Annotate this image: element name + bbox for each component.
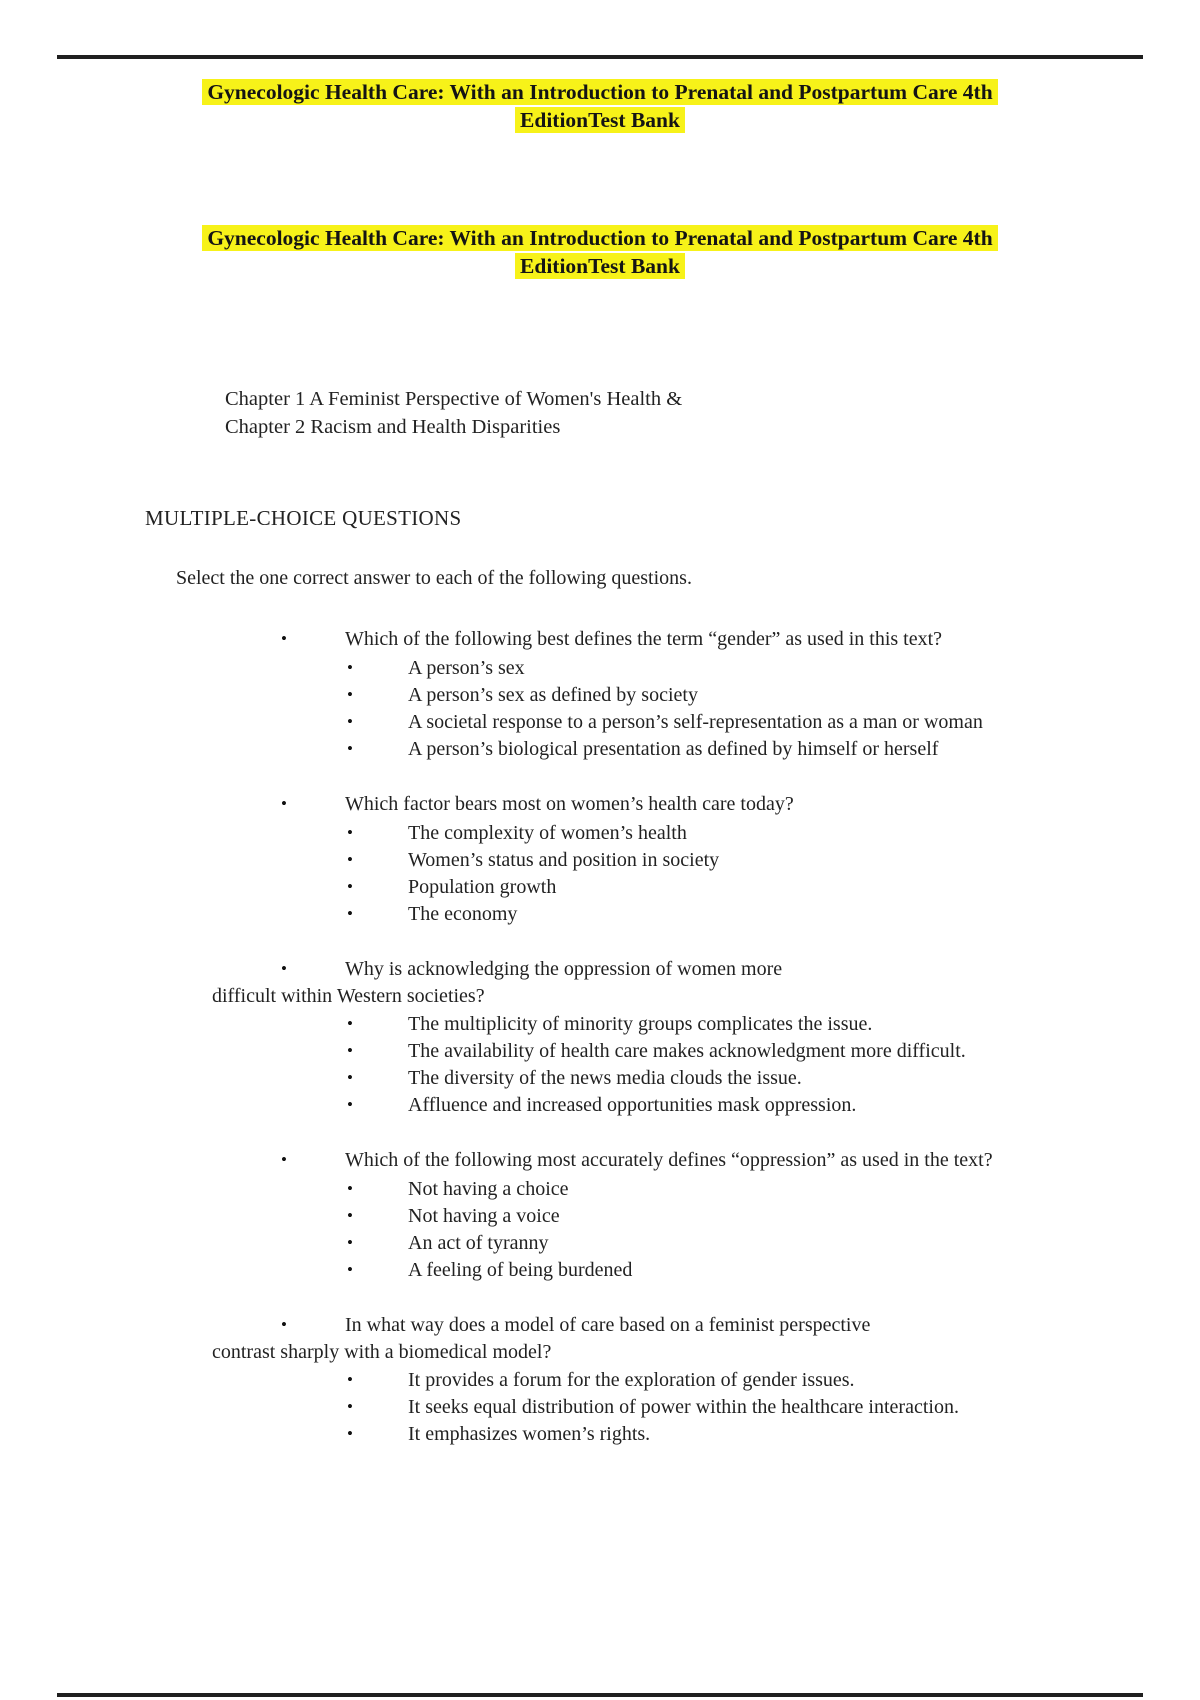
option-text: It emphasizes women’s rights. (408, 1423, 651, 1445)
question-3-text-line-1: Why is acknowledging the oppression of women more (345, 958, 783, 980)
bullet-icon: • (347, 1424, 353, 1443)
bullet-icon: • (347, 850, 353, 869)
option-text: The diversity of the news media clouds the issue. (408, 1067, 802, 1089)
question-4-option-3 (0, 1230, 1200, 1257)
option-text: Population growth (408, 876, 557, 898)
option-text: A societal response to a person’s self-representation as a man or woman (408, 711, 983, 733)
question-1-option-2 (0, 682, 1200, 709)
bottom-rule (57, 1693, 1143, 1697)
document-title-2-line-1 (0, 225, 1200, 251)
option-text: It seeks equal distribution of power within the healthcare interaction. (408, 1396, 959, 1418)
instructions-text: Select the one correct answer to each of the following questions. (176, 567, 692, 589)
bullet-icon: • (347, 1041, 353, 1060)
bullet-icon: • (347, 1260, 353, 1279)
question-4-text: Which of the following most accurately defines “oppression” as used in the text? (345, 1149, 993, 1171)
bullet-icon: • (347, 1397, 353, 1416)
bullet-icon: • (347, 1014, 353, 1033)
bullet-icon: • (281, 629, 287, 648)
question-2-option-4 (0, 901, 1200, 928)
bullet-icon: • (281, 1150, 287, 1169)
question-1-option-3 (0, 709, 1200, 736)
question-3-text-line-2: difficult within Western societies? (212, 985, 485, 1007)
document-title-1-line-1 (0, 79, 1200, 105)
question-5-option-3 (0, 1421, 1200, 1448)
question-1-option-1 (0, 655, 1200, 682)
option-text: Women’s status and position in society (408, 849, 720, 871)
bullet-icon: • (281, 959, 287, 978)
question-2-option-2 (0, 847, 1200, 874)
option-text: A person’s biological presentation as defined by himself or herself (408, 738, 939, 760)
question-5-option-2 (0, 1394, 1200, 1421)
question-2-text: Which factor bears most on women’s health care today? (345, 793, 794, 815)
question-3-option-1 (0, 1011, 1200, 1038)
bullet-icon: • (347, 1095, 353, 1114)
bullet-icon: • (347, 904, 353, 923)
option-text: Not having a choice (408, 1178, 569, 1200)
question-2-option-3 (0, 874, 1200, 901)
document-title-1-line-2 (0, 107, 1200, 133)
section-heading: MULTIPLE-CHOICE QUESTIONS (145, 506, 462, 530)
question-1 (0, 626, 1200, 653)
question-2 (0, 791, 1200, 818)
highlighted-title-text: EditionTest Bank (515, 107, 685, 133)
bullet-icon: • (347, 685, 353, 704)
bullet-icon: • (281, 1315, 287, 1334)
question-3-wrap (0, 983, 1200, 1010)
question-5-wrap (0, 1339, 1200, 1366)
bullet-icon: • (347, 712, 353, 731)
bullet-icon: • (347, 1206, 353, 1225)
chapter-heading-1: Chapter 1 A Feminist Perspective of Women's Health & (225, 388, 683, 410)
option-text: Not having a voice (408, 1205, 560, 1227)
highlighted-title-text: Gynecologic Health Care: With an Introduction to Prenatal and Postpartum Care 4th (202, 225, 997, 251)
bullet-icon: • (347, 739, 353, 758)
question-4-option-2 (0, 1203, 1200, 1230)
option-text: The economy (408, 903, 518, 925)
document-title-2-line-2 (0, 253, 1200, 279)
highlighted-title-text: Gynecologic Health Care: With an Introduction to Prenatal and Postpartum Care 4th (202, 79, 997, 105)
question-5 (0, 1312, 1200, 1339)
bullet-icon: • (347, 823, 353, 842)
question-3-option-4 (0, 1092, 1200, 1119)
question-5-text-line-2: contrast sharply with a biomedical model? (212, 1341, 552, 1363)
question-5-option-1 (0, 1367, 1200, 1394)
question-1-text: Which of the following best defines the term “gender” as used in this text? (345, 628, 943, 650)
question-5-text-line-1: In what way does a model of care based on a feminist perspective (345, 1314, 871, 1336)
option-text: Affluence and increased opportunities mask oppression. (408, 1094, 857, 1116)
question-3-option-3 (0, 1065, 1200, 1092)
option-text: An act of tyranny (408, 1232, 549, 1254)
chapter-heading-2: Chapter 2 Racism and Health Disparities (225, 416, 561, 438)
highlighted-title-text: EditionTest Bank (515, 253, 685, 279)
option-text: The multiplicity of minority groups complicates the issue. (408, 1013, 873, 1035)
question-2-option-1 (0, 820, 1200, 847)
bullet-icon: • (347, 658, 353, 677)
option-text: A person’s sex (408, 657, 525, 679)
question-4-option-4 (0, 1257, 1200, 1284)
question-4-option-1 (0, 1176, 1200, 1203)
option-text: A person’s sex as defined by society (408, 684, 698, 706)
bullet-icon: • (347, 1179, 353, 1198)
bullet-icon: • (347, 877, 353, 896)
bullet-icon: • (347, 1068, 353, 1087)
option-text: It provides a forum for the exploration of gender issues. (408, 1369, 855, 1391)
question-1-option-4 (0, 736, 1200, 763)
question-4 (0, 1147, 1200, 1174)
question-3-option-2 (0, 1038, 1200, 1065)
bullet-icon: • (347, 1233, 353, 1252)
top-rule (57, 55, 1143, 59)
question-3 (0, 956, 1200, 983)
option-text: A feeling of being burdened (408, 1259, 633, 1281)
bullet-icon: • (281, 794, 287, 813)
bullet-icon: • (347, 1370, 353, 1389)
option-text: The availability of health care makes acknowledgment more difficult. (408, 1040, 966, 1062)
option-text: The complexity of women’s health (408, 822, 687, 844)
